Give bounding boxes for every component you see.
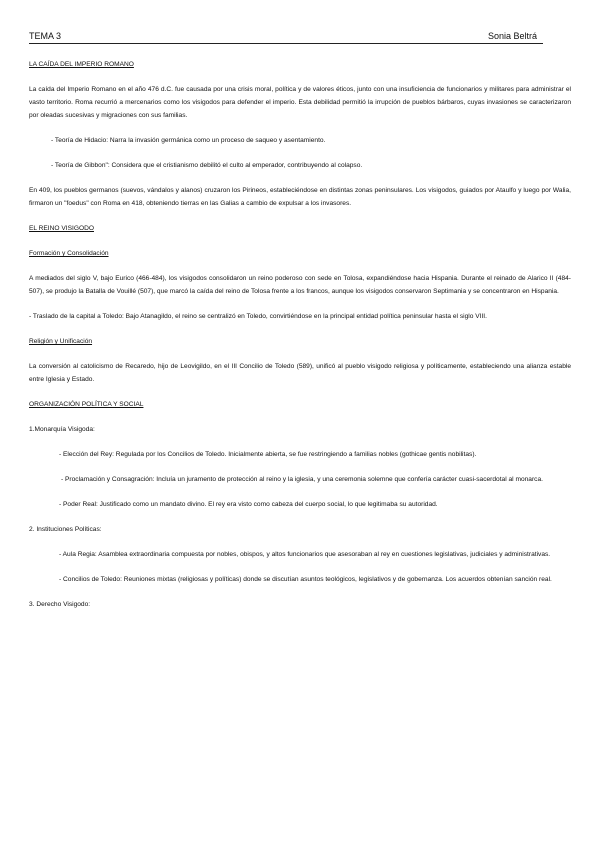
page-header [29, 31, 543, 44]
subheading-formacion: Formación y Consolidación [29, 250, 109, 257]
list-heading-monarquia: 1.Monarquía Visigoda: [29, 426, 95, 433]
section-heading-organizacion: ORGANIZACIÓN POLÍTICA Y SOCIAL [29, 401, 144, 408]
subheading-religion: Religión y Unificación [29, 338, 93, 345]
section-heading-caida: LA CAÍDA DEL IMPERIO ROMANO [29, 61, 134, 68]
bullet-eleccion-rey: - Elección del Rey: Regulada por los Concilios de Toledo. Inicialmente abierta, se fue restringiendo a familias nobles (gothicae gentis nobilitas). [59, 451, 477, 458]
paragraph-caida-intro: La caída del Imperio Romano en el año 476 d.C. fue causada por una crisis moral, política y de valores éticos, junto con una insuficiencia de funcionarios y militares para administrar el vasto territorio. Roma recurrió a mercenarios como los visigodos para defender el imperio. Esta debilidad permitió la irrupción de pueblos bárbaros, cuyas invasiones se caracterizaron por oleadas sucesivas y migraciones con sus familias. [29, 86, 571, 119]
bullet-concilios-toledo: - Concilios de Toledo: Reuniones mixtas (religiosas y políticas) donde se discutían asuntos teológicos, legislativos y de gobernanza. Los acuerdos obtenían sanción real. [59, 576, 552, 583]
paragraph-religion: La conversión al catolicismo de Recaredo, hijo de Leovigildo, en el III Concilio de Toledo (589), unificó al pueblo visigodo religiosa y políticamente, estableciendo una alianza estable entre Iglesia y Estado. [29, 363, 571, 383]
list-heading-instituciones: 2. Instituciones Políticas: [29, 526, 102, 533]
bullet-teoria-gibbon: - Teoría de Gibbon": Considera que el cristianismo debilitó el culto al emperador, contribuyendo al colapso. [51, 162, 363, 169]
bullet-aula-regia: - Aula Regia: Asamblea extraordinaria compuesta por nobles, obispos, y altos funcionarios que asesoraban al rey en cuestiones legislativas, judiciales y administrativas. [59, 551, 551, 558]
paragraph-traslado-toledo: - Traslado de la capital a Toledo: Bajo Atanagildo, el reino se centralizó en Toledo, convirtiéndose en la principal entidad política peninsular hasta el siglo VIII. [29, 313, 487, 320]
bullet-teoria-hidacio: - Teoría de Hidacio: Narra la invasión germánica como un proceso de saqueo y asentamiento. [51, 137, 326, 144]
header-topic: TEMA 3 [29, 31, 62, 41]
bullet-poder-real: - Poder Real: Justificado como un mandato divino. El rey era visto como cabeza del cuerpo social, lo que legitimaba su autoridad. [59, 501, 438, 508]
list-heading-derecho: 3. Derecho Visigodo: [29, 601, 91, 608]
header-author: Sonia Beltrá [487, 31, 537, 41]
bullet-proclamacion: - Proclamación y Consagración: Incluía un juramento de protección al reino y la iglesia, y una ceremonia solemne que confería carácter cuasi-sacerdotal al monarca. [61, 476, 543, 483]
section-heading-reino: EL REINO VISIGODO [29, 225, 94, 232]
paragraph-invasiones-409: En 409, los pueblos germanos (suevos, vándalos y alanos) cruzaron los Pirineos, estableciéndose en distintas zonas peninsulares. Los visigodos, guiados por Ataulfo y luego por Walia, firmaron un "foedus" con Roma en 418, obteniendo tierras en las Galias a cambio de expulsar a los invasores. [29, 187, 571, 207]
paragraph-formacion: A mediados del siglo V, bajo Eurico (466-484), los visigodos consolidaron un reino poderoso con sede en Tolosa, expandiéndose hacia Hispania. Durante el reinado de Alarico II (484-507), se produjo la Batalla de Vouillé (507), que marcó la caída del reino de Tolosa frente a los francos, aunque los visigodos conservaron Septimania y se concentraron en Hispania. [29, 275, 571, 295]
document-body [29, 58, 571, 611]
